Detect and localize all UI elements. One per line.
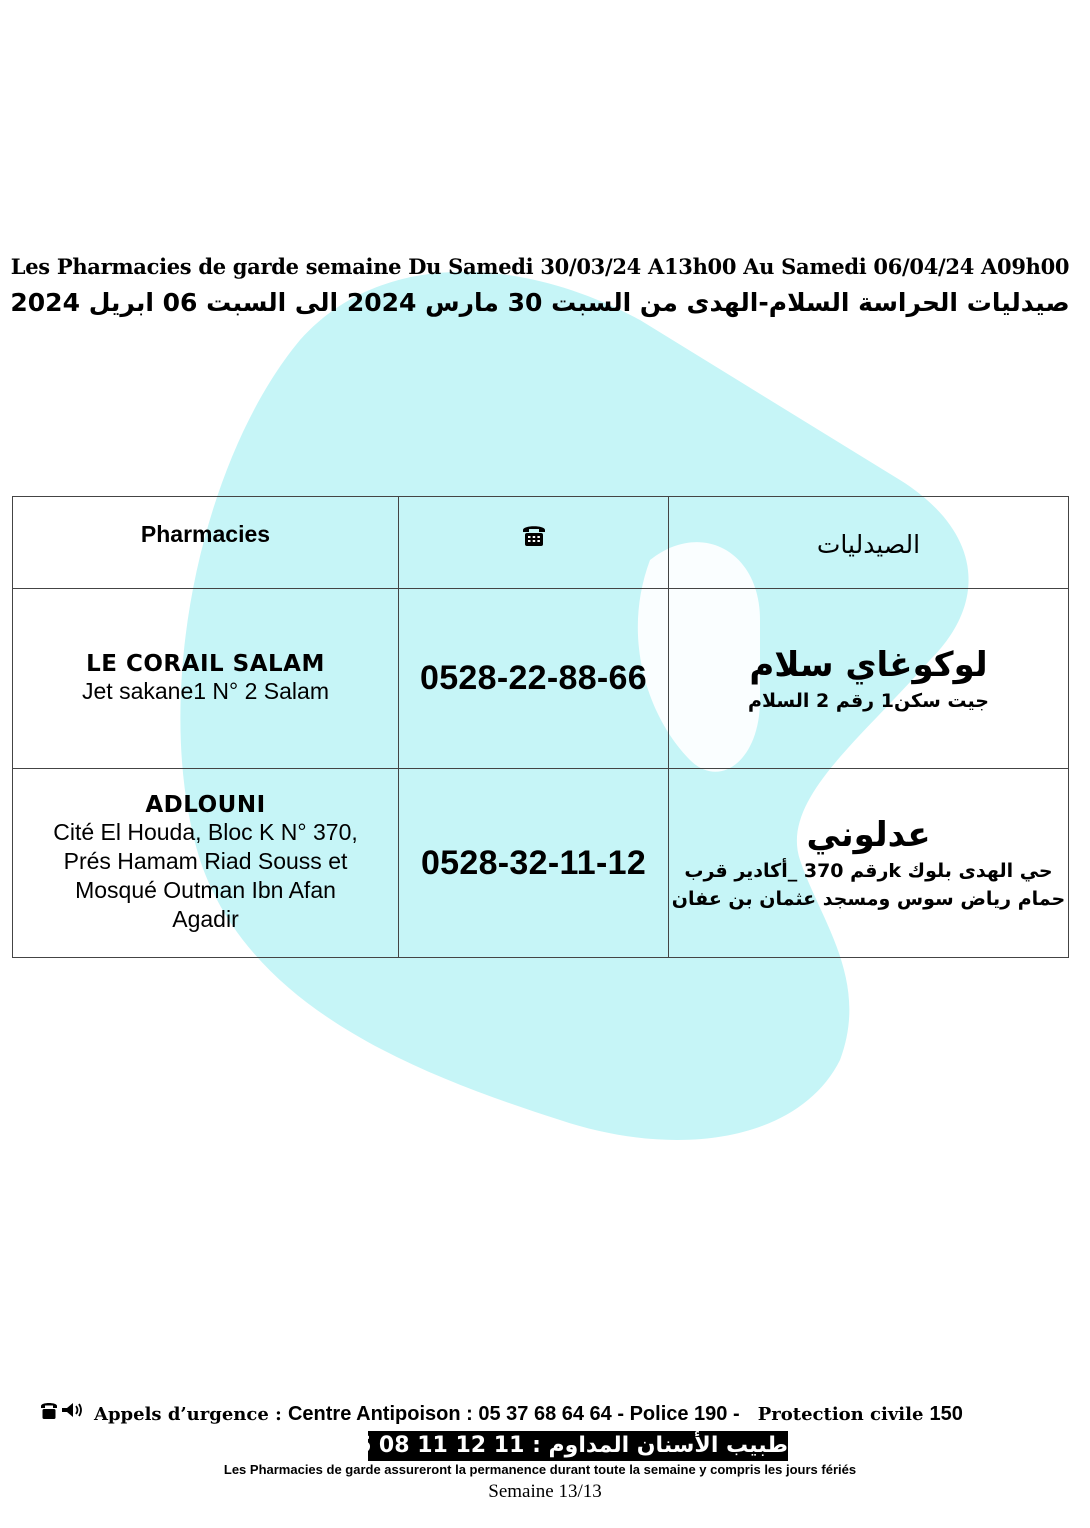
pharmacy-ar-cell xyxy=(669,769,1069,958)
pharmacy-phone-cell xyxy=(399,769,669,958)
pharmacy-fr-cell xyxy=(13,589,399,769)
header-cell-phone xyxy=(399,497,669,589)
pharmacy-phone: 0528-32-11-12 xyxy=(420,843,647,882)
pharmacy-fr-cell xyxy=(13,769,399,958)
telephone-icon xyxy=(521,522,547,552)
pharmacy-address-ar: جيت سكن1 رقم 2 السلام xyxy=(748,689,989,712)
pharmacy-ar-cell xyxy=(669,589,1069,769)
pharmacies-table xyxy=(12,496,1069,958)
loudspeaker-icon xyxy=(62,1403,81,1417)
pharmacy-name-ar: عدلوني xyxy=(806,815,931,855)
civil-protection-label: Protection civile xyxy=(757,1404,924,1425)
table-row xyxy=(13,589,1069,769)
table-row xyxy=(13,769,1069,958)
header-pharmacies-arabic-label: الصيدليات xyxy=(816,530,921,559)
emergency-label: Appels d’urgence xyxy=(94,1404,269,1425)
pharmacy-phone-cell xyxy=(399,589,669,769)
title-french: Les Pharmacies de garde semaine Du Samedi 30/03/24 A13h00 Au Samedi 06/04/24 A09h00 xyxy=(10,254,1070,279)
week-number: Semaine 13/13 xyxy=(488,1481,602,1502)
pharmacy-address-fr: Cité El Houda, Bloc K N° 370, Prés Hamam Riad Souss et Mosqué Outman Ibn Afan Agadir xyxy=(53,819,358,932)
pharmacy-name-fr: LE CORAIL SALAM xyxy=(86,651,325,677)
title-arabic: صيدليات الحراسة السلام-الهدى من السبت 30 مارس 2024 الى السبت 06 ابريل 2024 xyxy=(10,288,1070,317)
permanence-notice: Les Pharmacies de garde assureront la permanence durant toute la semaine y compris les jours fériés xyxy=(223,1462,857,1477)
header-cell-fr xyxy=(13,497,399,589)
antipoison-police-numbers: Centre Antipoison : 05 37 68 64 64 - Police 190 - xyxy=(287,1403,740,1425)
emergency-separator: : xyxy=(268,1404,288,1425)
pharmacy-address-fr: Jet sakane1 N° 2 Salam xyxy=(82,678,329,704)
table-header-row xyxy=(13,497,1069,589)
pharmacy-phone: 0528-22-88-66 xyxy=(420,659,647,697)
telephone-icon xyxy=(41,1403,57,1419)
pharmacy-address-ar: حي الهدى بلوك kرقم 370 _أكادير قرب حمام رياض سوس ومسجد عثمان بن عفان xyxy=(671,860,1066,910)
header-pharmacies-label: Pharmacies xyxy=(140,521,271,547)
pharmacy-name-ar: لوكوغاي سلام xyxy=(749,644,988,685)
civil-protection-number: 150 xyxy=(929,1403,963,1425)
emergency-calls-line xyxy=(40,1402,1040,1427)
on-call-dentist-banner: طبيب الأسنان المداوم : 11 12 11 08 06 xyxy=(368,1431,788,1461)
pharmacy-name-fr: ADLOUNI xyxy=(145,792,266,818)
header-cell-ar xyxy=(669,497,1069,589)
emergency-icons xyxy=(40,1400,84,1425)
